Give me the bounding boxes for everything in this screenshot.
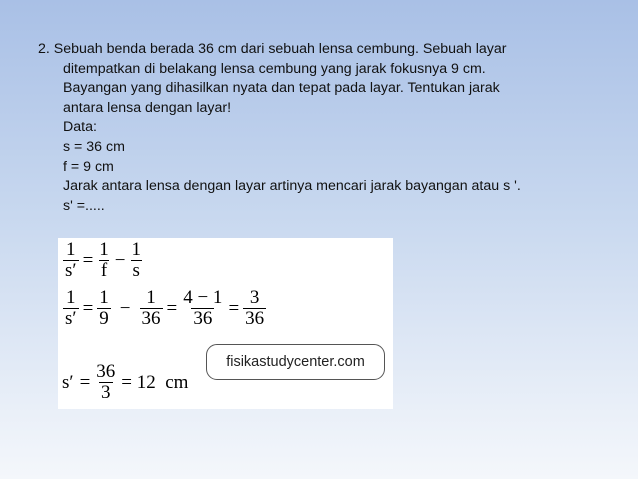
given-s: s = 36 cm xyxy=(63,138,125,155)
problem-line-4: antara lensa dengan layar! xyxy=(63,99,232,116)
equals-sign: = xyxy=(166,297,178,319)
fraction xyxy=(97,288,111,329)
numerator: 1 xyxy=(99,239,109,260)
fraction xyxy=(181,288,224,329)
numerator: 1 xyxy=(66,287,76,308)
equals-sign: = xyxy=(82,297,94,319)
denominator: 9 xyxy=(99,308,109,329)
equals-sign: = xyxy=(82,249,94,271)
numerator: 36 xyxy=(96,361,116,382)
problem-text xyxy=(38,40,618,216)
numerator: 1 xyxy=(99,287,109,308)
result-value: = 12 cm xyxy=(121,371,189,393)
denominator: s xyxy=(132,260,140,281)
fraction xyxy=(97,240,111,281)
fraction xyxy=(94,362,117,403)
watermark-label: fisikastudycenter.com xyxy=(206,344,385,380)
numerator: 3 xyxy=(249,287,260,308)
explanation-line: Jarak antara lensa dengan layar artinya mencari jarak bayangan atau s '. xyxy=(63,178,521,195)
denominator: s′ xyxy=(65,308,77,329)
denominator: 36 xyxy=(141,308,161,329)
numerator: 4 − 1 xyxy=(183,287,223,308)
fraction xyxy=(140,288,163,329)
substitution xyxy=(62,288,267,329)
numerator: 1 xyxy=(131,239,141,260)
problem-line-1: 2. Sebuah benda berada 36 cm dari sebuah lensa cembung. Sebuah layar xyxy=(38,41,507,57)
minus-sign: − xyxy=(114,249,126,271)
denominator: 36 xyxy=(193,308,213,329)
equals-sign: = xyxy=(79,371,91,393)
given-f: f = 9 cm xyxy=(63,158,114,175)
result xyxy=(62,362,191,403)
problem-line-3: Bayangan yang dihasilkan nyata dan tepat pada layar. Tentukan jarak xyxy=(63,80,500,97)
minus-sign: − xyxy=(119,297,131,319)
denominator: 3 xyxy=(101,382,111,403)
fraction xyxy=(130,240,144,281)
data-heading: Data: xyxy=(63,119,97,136)
denominator: f xyxy=(100,260,108,281)
numerator: 1 xyxy=(146,287,156,308)
denominator: s′ xyxy=(65,260,77,281)
numerator: 1 xyxy=(66,239,76,260)
unknown-line: s' =..... xyxy=(63,197,105,214)
fraction xyxy=(243,288,266,329)
solution-image xyxy=(58,238,393,409)
fraction xyxy=(63,288,79,329)
fraction xyxy=(63,240,79,281)
s-prime: s′ xyxy=(62,371,74,393)
equals-sign: = xyxy=(228,297,240,319)
lens-formula xyxy=(62,240,144,281)
denominator: 36 xyxy=(245,308,265,329)
problem-line-2: ditempatkan di belakang lensa cembung yang jarak fokusnya 9 cm. xyxy=(63,60,486,77)
